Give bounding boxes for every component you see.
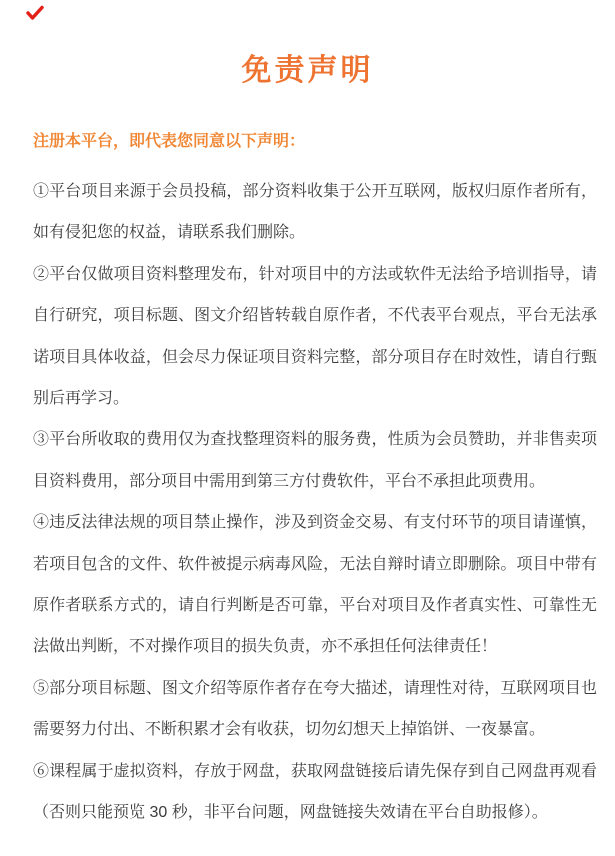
- body-line: 诺项目具体收益，但会尽力保证项目资料完整，部分项目存在时效性，请自行甄: [33, 348, 597, 366]
- body-line: ④违反法律法规的项目禁止操作，涉及到资金交易、有支付环节的项目请谨慎，: [33, 514, 597, 532]
- body-line: 自行研究，项目标题、图文介绍皆转载自原作者，不代表平台观点，平台无法承: [33, 307, 597, 325]
- body-line: 法做出判断，不对操作项目的损失负责，亦不承担任何法律责任！: [33, 638, 498, 656]
- body-line: 别后再学习。: [33, 390, 130, 408]
- body-line: 如有侵犯您的权益，请联系我们删除。: [33, 224, 306, 242]
- body-line: ①平台项目来源于会员投稿，部分资料收集于公开互联网，版权归原作者所有，: [33, 183, 597, 200]
- body-line: 原作者联系方式的，请自行判断是否可靠，平台对项目及作者真实性、可靠性无: [33, 597, 597, 615]
- body-line: ⑤部分项目标题、图文介绍等原作者存在夸大描述，请理性对待，互联网项目也: [33, 679, 597, 697]
- page-title: 免责声明: [241, 54, 374, 87]
- body-line: 目资料费用，部分项目中需用到第三方付费软件，平台不承担此项费用。: [33, 472, 546, 490]
- disclaimer-body: [0, 153, 615, 834]
- body-line: 若项目包含的文件、软件被提示病毒风险，无法自辩时请立即删除。项目中带有: [33, 555, 597, 573]
- body-line: 需要努力付出、不断积累才会有收获，切勿幻想天上掉馅饼、一夜暴富。: [33, 721, 546, 739]
- body-line: ③平台所收取的费用仅为查找整理资料的服务费，性质为会员赞助，并非售卖项: [33, 431, 597, 449]
- body-line: ②平台仅做项目资料整理发布，针对项目中的方法或软件无法给予培训指导，请: [33, 265, 597, 283]
- red-pen-check-mark-icon: [26, 5, 44, 21]
- body-line: ⑥课程属于虚拟资料，存放于网盘，获取网盘链接后请先保存到自己网盘再观看: [33, 762, 597, 780]
- body-line: （否则只能预览 30 秒，非平台问题，网盘链接失效请在平台自助报修）。: [33, 804, 548, 822]
- registration-notice: 注册本平台，即代表您同意以下声明：: [33, 133, 306, 150]
